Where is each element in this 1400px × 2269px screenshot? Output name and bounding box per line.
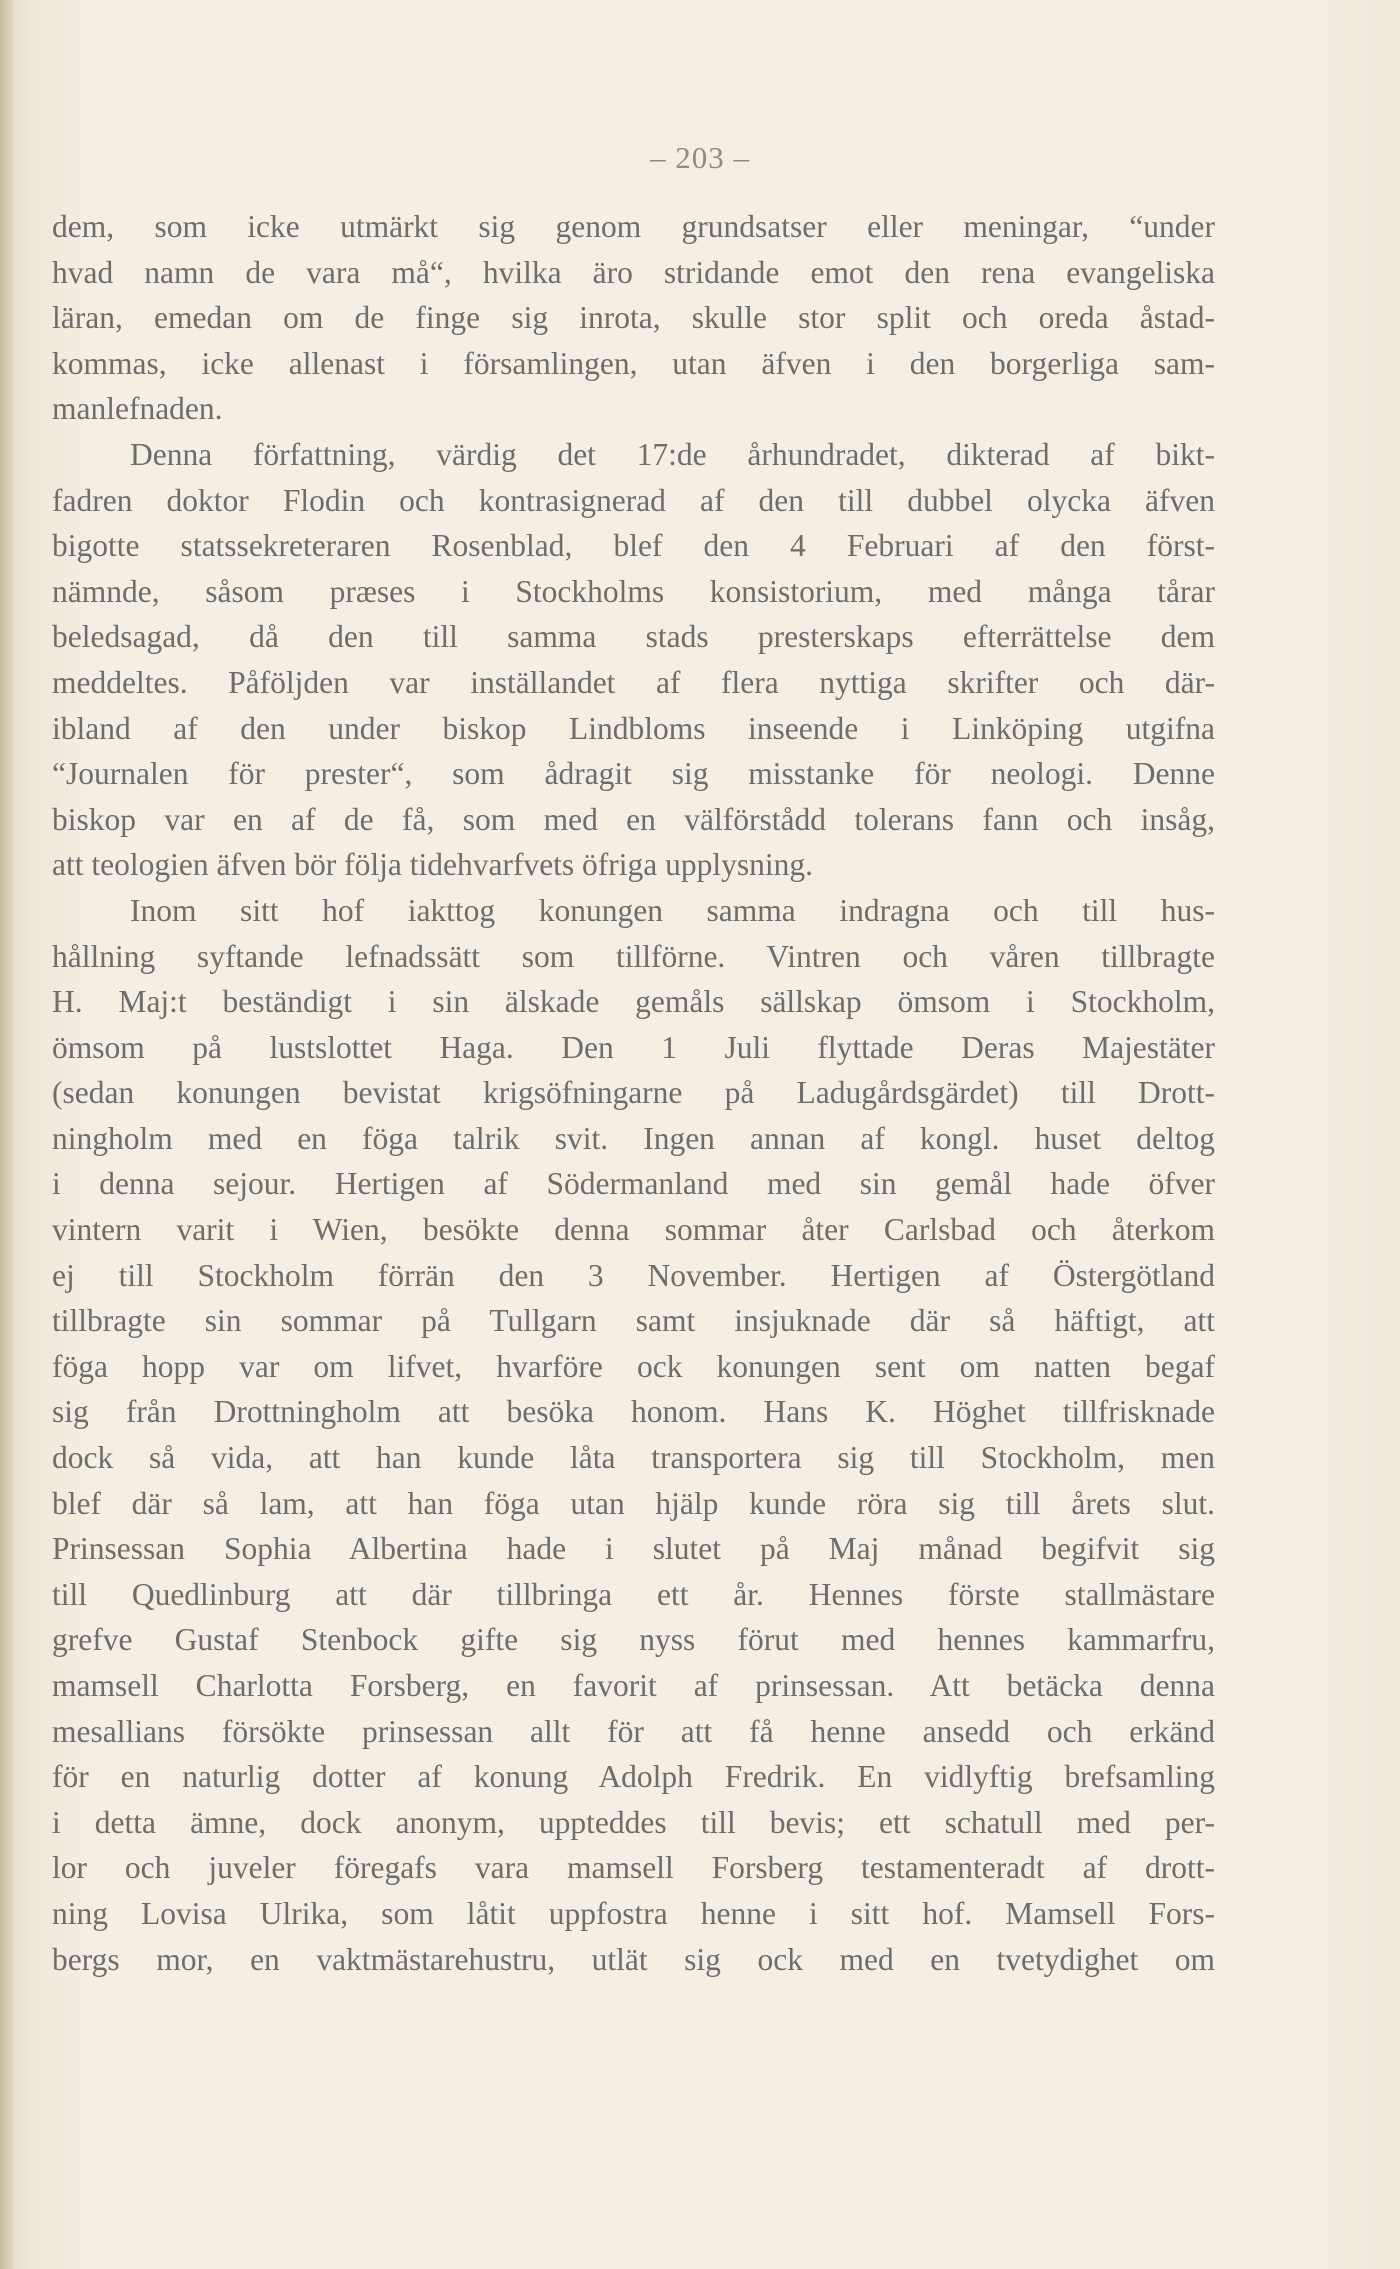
text-line: Prinsessan Sophia Albertina hade i slutet på Maj månad begifvit sig <box>52 1531 1215 1567</box>
text-line: meddeltes. Påföljden var inställandet af flera nyttiga skrifter och där- <box>52 664 1215 700</box>
text-line: grefve Gustaf Stenbock gifte sig nyss förut med hennes kammarfru, <box>52 1622 1215 1658</box>
text-line: ömsom på lustslottet Haga. Den 1 Juli flyttade Deras Majestäter <box>52 1029 1215 1065</box>
page-spine-shadow <box>0 0 14 2269</box>
text-line: Denna författning, värdig det 17:de århundradet, dikterad af bikt- <box>130 436 1215 472</box>
text-line: dock så vida, att han kunde låta transportera sig till Stockholm, men <box>52 1440 1215 1476</box>
text-line: att teologien äfven bör följa tidehvarfvets öfriga upplysning. <box>52 847 814 883</box>
text-line: ej till Stockholm förrän den 3 November. Hertigen af Östergötland <box>52 1257 1215 1293</box>
text-line: biskop var en af de få, som med en välförstådd tolerans fann och insåg, <box>52 801 1215 837</box>
text-line: nämnde, såsom præses i Stockholms konsistorium, med många tårar <box>52 573 1215 609</box>
text-line: mesallians försökte prinsessan allt för att få henne ansedd och erkänd <box>52 1713 1215 1749</box>
text-line: blef där så lam, att han föga utan hjälp kunde röra sig till årets slut. <box>52 1485 1215 1521</box>
text-line: H. Maj:t beständigt i sin älskade gemåls sällskap ömsom i Stockholm, <box>52 984 1215 1020</box>
text-line: Inom sitt hof iakttog konungen samma indragna och till hus- <box>130 892 1215 928</box>
text-line: ningholm med en föga talrik svit. Ingen annan af kongl. huset deltog <box>52 1120 1215 1156</box>
text-line: dem, som icke utmärkt sig genom grundsatser eller meningar, “under <box>52 209 1215 244</box>
text-line: vintern varit i Wien, besökte denna sommar åter Carlsbad och återkom <box>52 1212 1215 1248</box>
text-line: ning Lovisa Ulrika, som låtit uppfostra henne i sitt hof. Mamsell Fors- <box>52 1895 1215 1931</box>
text-line: sig från Drottningholm att besöka honom. Hans K. Höghet tillfrisknade <box>52 1394 1215 1430</box>
text-line: i denna sejour. Hertigen af Södermanland med sin gemål hade öfver <box>52 1166 1215 1202</box>
text-line: “Journalen för prester“, som ådragit sig misstanke för neologi. Denne <box>52 756 1215 792</box>
text-line: lor och juveler föregafs vara mamsell Forsberg testamenteradt af drott- <box>52 1850 1215 1886</box>
text-line: bergs mor, en vaktmästarehustru, utlät sig ock med en tvetydighet om <box>52 1941 1215 1977</box>
text-line: hållning syftande lefnadssätt som tillförne. Vintren och våren tillbragte <box>52 938 1215 974</box>
body-text <box>52 204 1215 1982</box>
text-line: bigotte statssekreteraren Rosenblad, blef den 4 Februari af den först- <box>52 528 1215 564</box>
page-number: – 203 – <box>650 140 750 175</box>
text-line: manlefnaden. <box>52 391 223 427</box>
text-line: läran, emedan om de finge sig inrota, skulle stor split och oreda åstad- <box>52 300 1215 336</box>
text-line: fadren doktor Flodin och kontrasignerad af den till dubbel olycka äfven <box>52 482 1215 518</box>
text-line: kommas, icke allenast i församlingen, utan äfven i den borgerliga sam- <box>52 345 1215 381</box>
text-line: för en naturlig dotter af konung Adolph Fredrik. En vidlyftig brefsamling <box>52 1759 1215 1795</box>
text-line: beledsagad, då den till samma stads presterskaps efterrättelse dem <box>52 619 1215 655</box>
text-line: (sedan konungen bevistat krigsöfningarne på Ladugårdsgärdet) till Drott- <box>52 1075 1215 1111</box>
text-line: tillbragte sin sommar på Tullgarn samt insjuknade där så häftigt, att <box>52 1303 1215 1339</box>
text-line: i detta ämne, dock anonym, uppteddes till bevis; ett schatull med per- <box>52 1804 1215 1840</box>
text-line: hvad namn de vara må“, hvilka äro stridande emot den rena evangeliska <box>52 254 1215 290</box>
text-line: mamsell Charlotta Forsberg, en favorit af prinsessan. Att betäcka denna <box>52 1668 1215 1703</box>
text-line: ibland af den under biskop Lindbloms inseende i Linköping utgifna <box>52 710 1215 746</box>
text-line: föga hopp var om lifvet, hvarföre ock konungen sent om natten begaf <box>52 1348 1215 1384</box>
text-line: till Quedlinburg att där tillbringa ett år. Hennes förste stallmästare <box>52 1576 1215 1612</box>
